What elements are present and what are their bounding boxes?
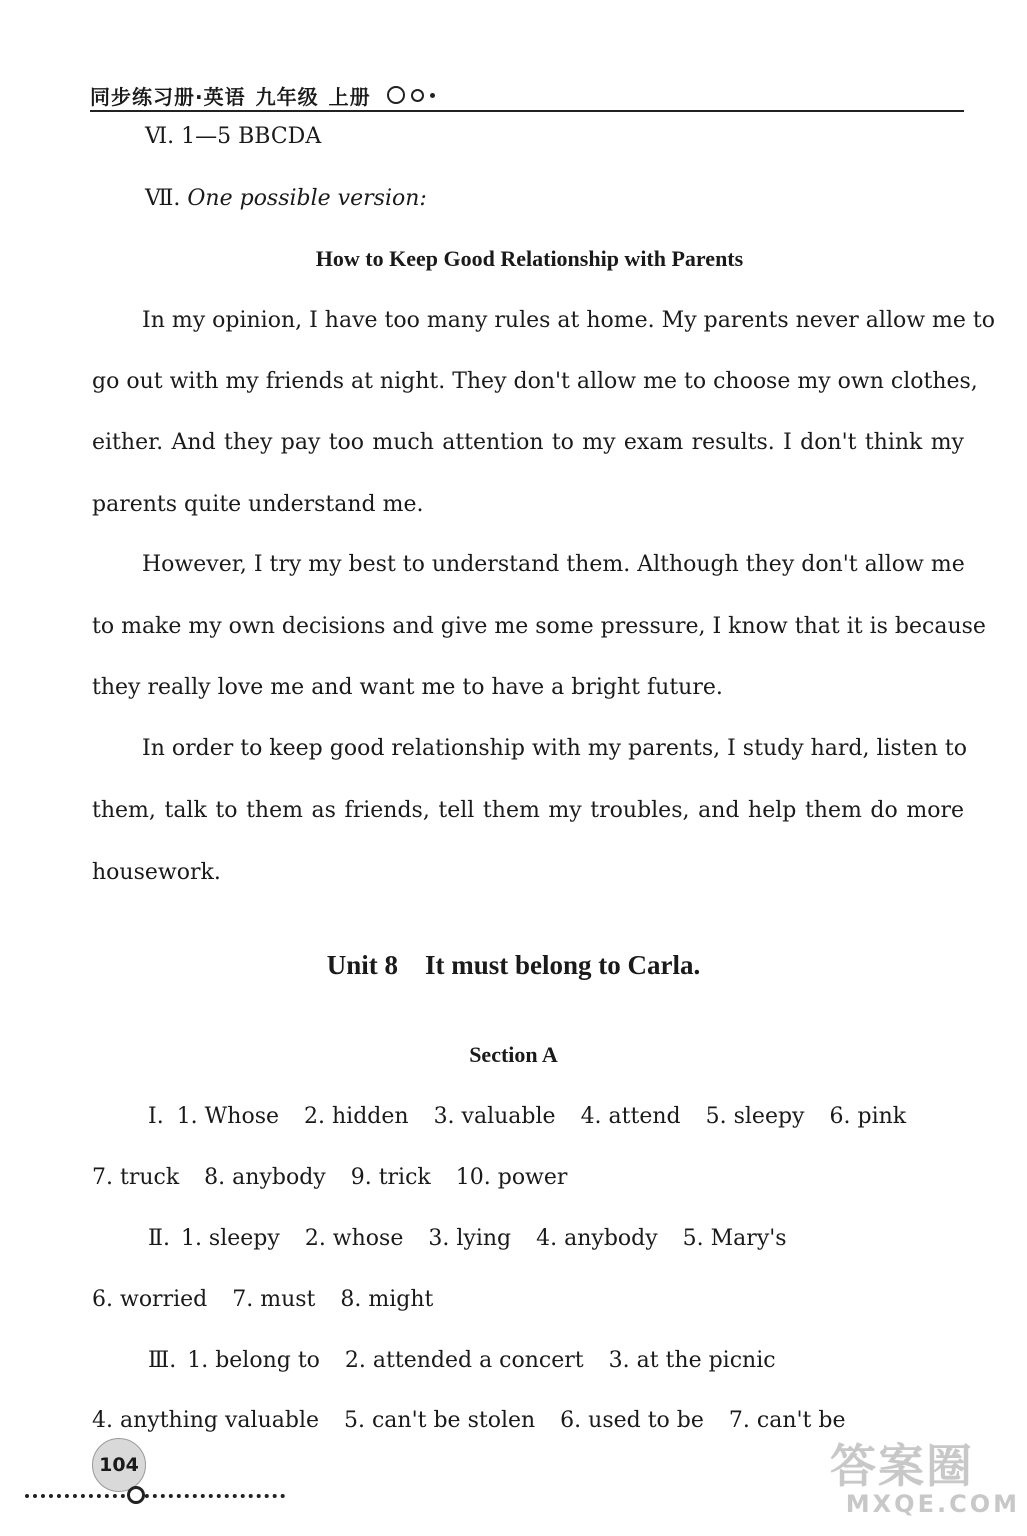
answer-item: 7. must <box>232 1287 316 1312</box>
answer-item: 1. sleepy <box>180 1226 280 1251</box>
answer-item: 3. at the picnic <box>608 1348 776 1373</box>
answer-item: 1. belong to <box>187 1348 320 1373</box>
essay-line: housework. <box>92 860 221 885</box>
header-ornament-icon <box>387 86 435 104</box>
answer-item: 4. anything valuable <box>92 1408 319 1433</box>
essay-line: either. And they pay too much attention to my exam results. I don't think my <box>92 430 964 455</box>
answer-i-row1 <box>148 1104 1020 1129</box>
watermark-logo <box>830 1440 1020 1530</box>
answer-item: 4. anybody <box>536 1226 658 1251</box>
footer-dotted-rule <box>25 1494 285 1498</box>
essay-line: go out with my friends at night. They don't allow me to choose my own clothes, <box>92 369 978 394</box>
page-dot-icon <box>127 1486 145 1504</box>
watermark-text: 答案圈 <box>830 1439 974 1493</box>
answer-item: 7. truck <box>92 1165 180 1190</box>
answer-item: 6. used to be <box>560 1408 704 1433</box>
answer-item: 8. anybody <box>204 1165 326 1190</box>
answer-item: 2. attended a concert <box>344 1348 584 1373</box>
essay-line: they really love me and want me to have a bright future. <box>92 675 723 700</box>
answer-item: 9. trick <box>350 1165 431 1190</box>
answer-item: 10. power <box>455 1165 568 1190</box>
watermark-url: MXQE.COM <box>845 1490 1020 1518</box>
answer-vii <box>145 186 1017 211</box>
answer-item: 2. whose <box>304 1226 404 1251</box>
page-number: 104 <box>99 1454 139 1476</box>
answer-item: 5. can't be stolen <box>344 1408 536 1433</box>
book-title: 同步练习册·英语 <box>90 84 246 109</box>
essay-title: How to Keep Good Relationship with Parents <box>315 246 744 271</box>
answer-ii-row1 <box>148 1226 1020 1251</box>
answer-item: 5. sleepy <box>705 1104 805 1129</box>
answer-item: 4. attend <box>580 1104 681 1129</box>
section-title: Section A <box>469 1042 558 1067</box>
answer-iii-row1 <box>148 1348 1020 1373</box>
essay-line: In my opinion, I have too many rules at home. My parents never allow me to <box>142 308 996 333</box>
answer-item: 2. hidden <box>304 1104 409 1129</box>
answer-item: 5. Mary's <box>682 1226 787 1251</box>
unit-title: Unit 8 It must belong to Carla. <box>326 950 701 980</box>
answer-item: 8. might <box>340 1287 434 1312</box>
volume-label: 上册 <box>328 84 371 109</box>
grade-label: 九年级 <box>255 84 319 109</box>
answer-i-row2 <box>92 1165 964 1190</box>
essay-line: to make my own decisions and give me some pressure, I know that it is because <box>92 614 986 639</box>
page-header <box>90 80 964 112</box>
answer-item: 6. worried <box>92 1287 208 1312</box>
answer-item: 7. can't be <box>728 1408 846 1433</box>
answer-vii-label: Ⅶ. <box>145 186 181 211</box>
answer-item: 3. valuable <box>433 1104 556 1129</box>
page-number-badge <box>92 1438 146 1492</box>
answer-ii-row2 <box>92 1287 964 1312</box>
answer-iii-row2 <box>92 1408 964 1433</box>
roman-label-ii: Ⅱ. <box>148 1226 170 1251</box>
answer-item: 3. lying <box>428 1226 512 1251</box>
essay-line: However, I try my best to understand them. Although they don't allow me <box>142 552 965 577</box>
answer-item: 6. pink <box>829 1104 907 1129</box>
essay-line: In order to keep good relationship with my parents, I study hard, listen to <box>142 736 967 761</box>
roman-label-iii: Ⅲ. <box>148 1348 177 1373</box>
answer-vi: Ⅵ. 1—5 BBCDA <box>145 124 322 149</box>
roman-label-i: Ⅰ. <box>148 1104 164 1129</box>
essay-line: parents quite understand me. <box>92 492 424 517</box>
answer-item: 1. Whose <box>176 1104 280 1129</box>
essay-line: them, talk to them as friends, tell them my troubles, and help them do more <box>92 798 964 823</box>
answer-vii-text: One possible version: <box>187 186 427 211</box>
